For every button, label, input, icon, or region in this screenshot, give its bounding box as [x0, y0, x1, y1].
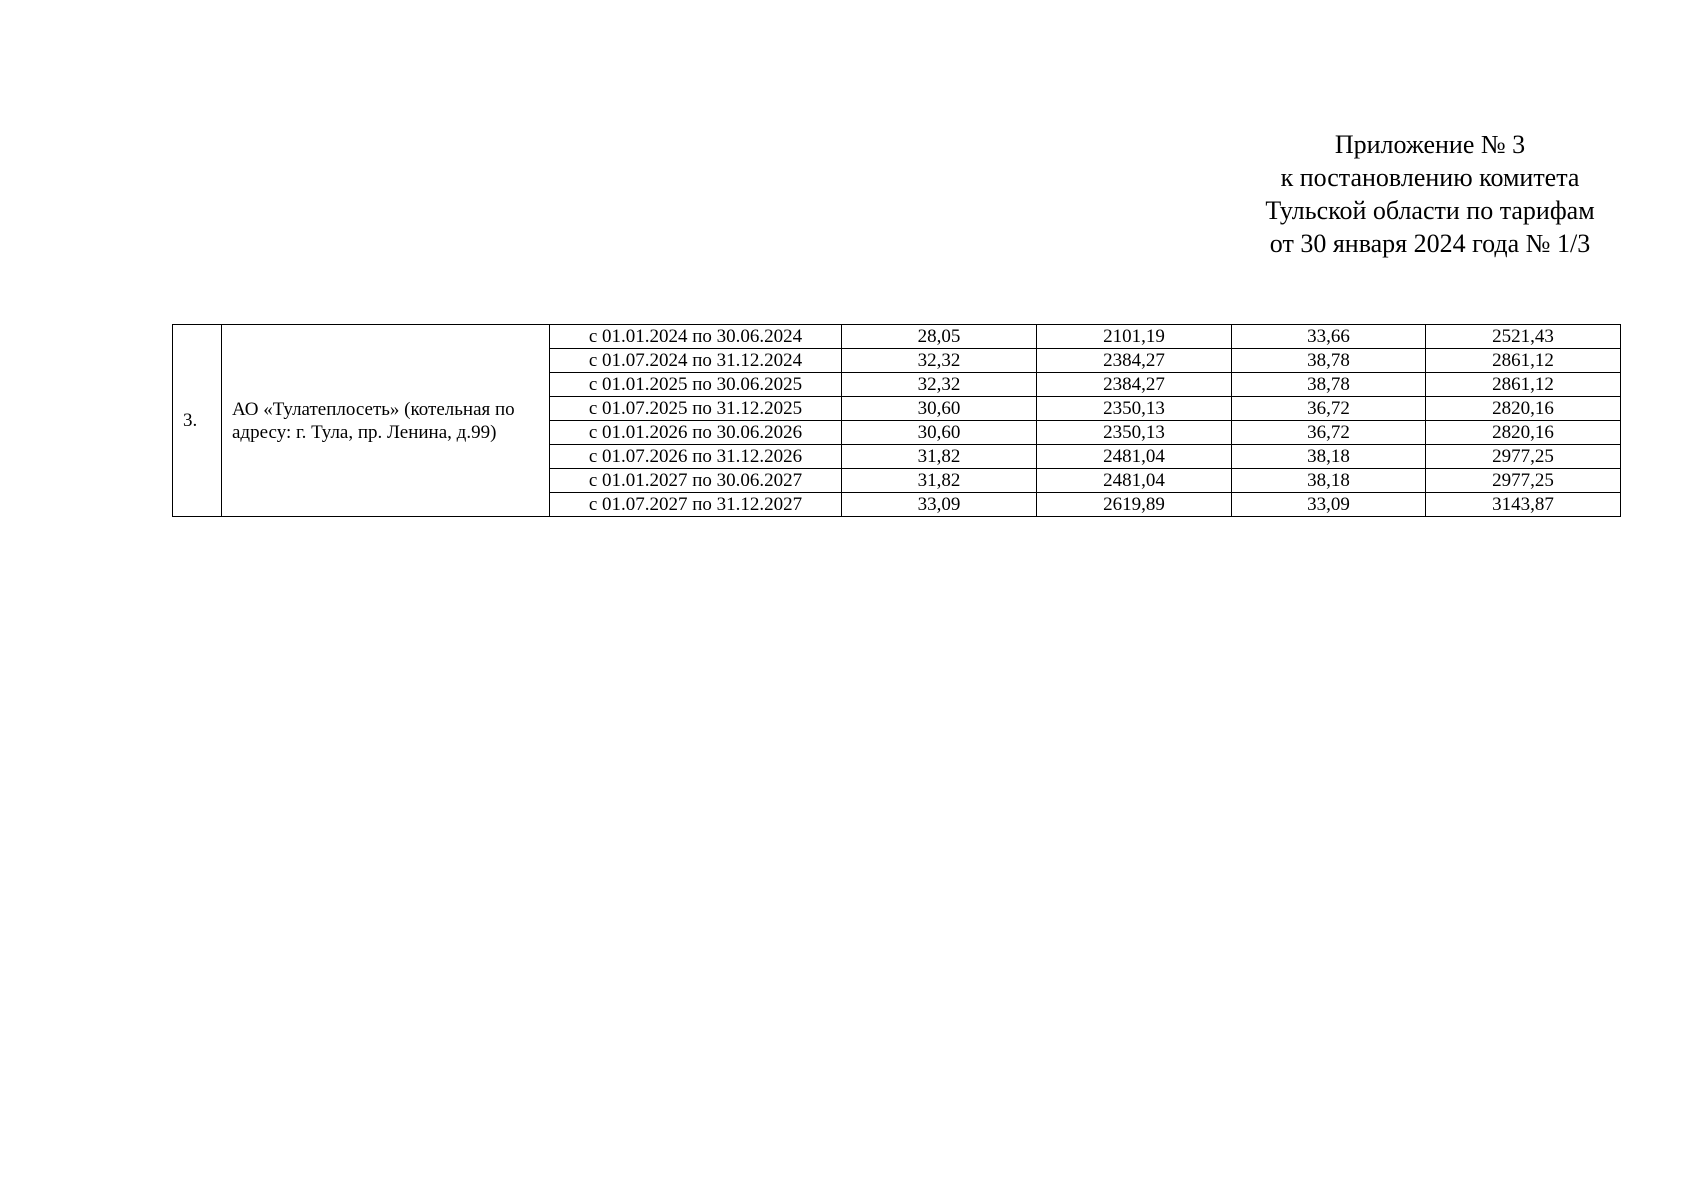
value-cell-c1: 30,60	[842, 397, 1037, 421]
value-cell-c3: 33,66	[1232, 325, 1426, 349]
period-cell: с 01.01.2027 по 30.06.2027	[550, 469, 842, 493]
value-cell-c4: 2861,12	[1426, 373, 1621, 397]
period-cell: с 01.07.2027 по 31.12.2027	[550, 493, 842, 517]
value-cell-c2: 2619,89	[1037, 493, 1232, 517]
value-cell-c1: 32,32	[842, 373, 1037, 397]
value-cell-c2: 2101,19	[1037, 325, 1232, 349]
organization-cell: АО «Тулатеплосеть» (котельная по адресу: г. Тула, пр. Ленина, д.99)	[222, 325, 550, 517]
period-cell: с 01.07.2025 по 31.12.2025	[550, 397, 842, 421]
value-cell-c4: 2977,25	[1426, 469, 1621, 493]
appendix-subtitle-line-1: к постановлению комитета	[1280, 163, 1580, 192]
value-cell-c2: 2384,27	[1037, 349, 1232, 373]
tariff-table	[172, 324, 1621, 517]
value-cell-c3: 38,18	[1232, 469, 1426, 493]
value-cell-c4: 3143,87	[1426, 493, 1621, 517]
period-cell: с 01.07.2026 по 31.12.2026	[550, 445, 842, 469]
value-cell-c4: 2521,43	[1426, 325, 1621, 349]
value-cell-c2: 2384,27	[1037, 373, 1232, 397]
value-cell-c2: 2481,04	[1037, 469, 1232, 493]
value-cell-c3: 36,72	[1232, 397, 1426, 421]
value-cell-c3: 36,72	[1232, 421, 1426, 445]
value-cell-c3: 38,18	[1232, 445, 1426, 469]
period-cell: с 01.07.2024 по 31.12.2024	[550, 349, 842, 373]
value-cell-c1: 31,82	[842, 469, 1037, 493]
value-cell-c1: 31,82	[842, 445, 1037, 469]
value-cell-c1: 28,05	[842, 325, 1037, 349]
value-cell-c3: 38,78	[1232, 373, 1426, 397]
value-cell-c2: 2350,13	[1037, 397, 1232, 421]
period-cell: с 01.01.2024 по 30.06.2024	[550, 325, 842, 349]
appendix-date-line: от 30 января 2024 года № 1/3	[1269, 229, 1591, 258]
period-cell: с 01.01.2025 по 30.06.2025	[550, 373, 842, 397]
value-cell-c4: 2820,16	[1426, 421, 1621, 445]
appendix-subtitle-line-2: Тульской области по тарифам	[1265, 196, 1595, 225]
value-cell-c3: 38,78	[1232, 349, 1426, 373]
row-number-cell: 3.	[173, 325, 222, 517]
tariff-table-body	[173, 325, 1621, 517]
value-cell-c1: 30,60	[842, 421, 1037, 445]
value-cell-c4: 2861,12	[1426, 349, 1621, 373]
value-cell-c1: 32,32	[842, 349, 1037, 373]
value-cell-c4: 2820,16	[1426, 397, 1621, 421]
period-cell: с 01.01.2026 по 30.06.2026	[550, 421, 842, 445]
value-cell-c4: 2977,25	[1426, 445, 1621, 469]
value-cell-c2: 2481,04	[1037, 445, 1232, 469]
appendix-title: Приложение № 3	[1334, 130, 1526, 159]
table-row	[173, 325, 1621, 349]
value-cell-c3: 33,09	[1232, 493, 1426, 517]
value-cell-c1: 33,09	[842, 493, 1037, 517]
value-cell-c2: 2350,13	[1037, 421, 1232, 445]
document-header	[1230, 128, 1630, 260]
